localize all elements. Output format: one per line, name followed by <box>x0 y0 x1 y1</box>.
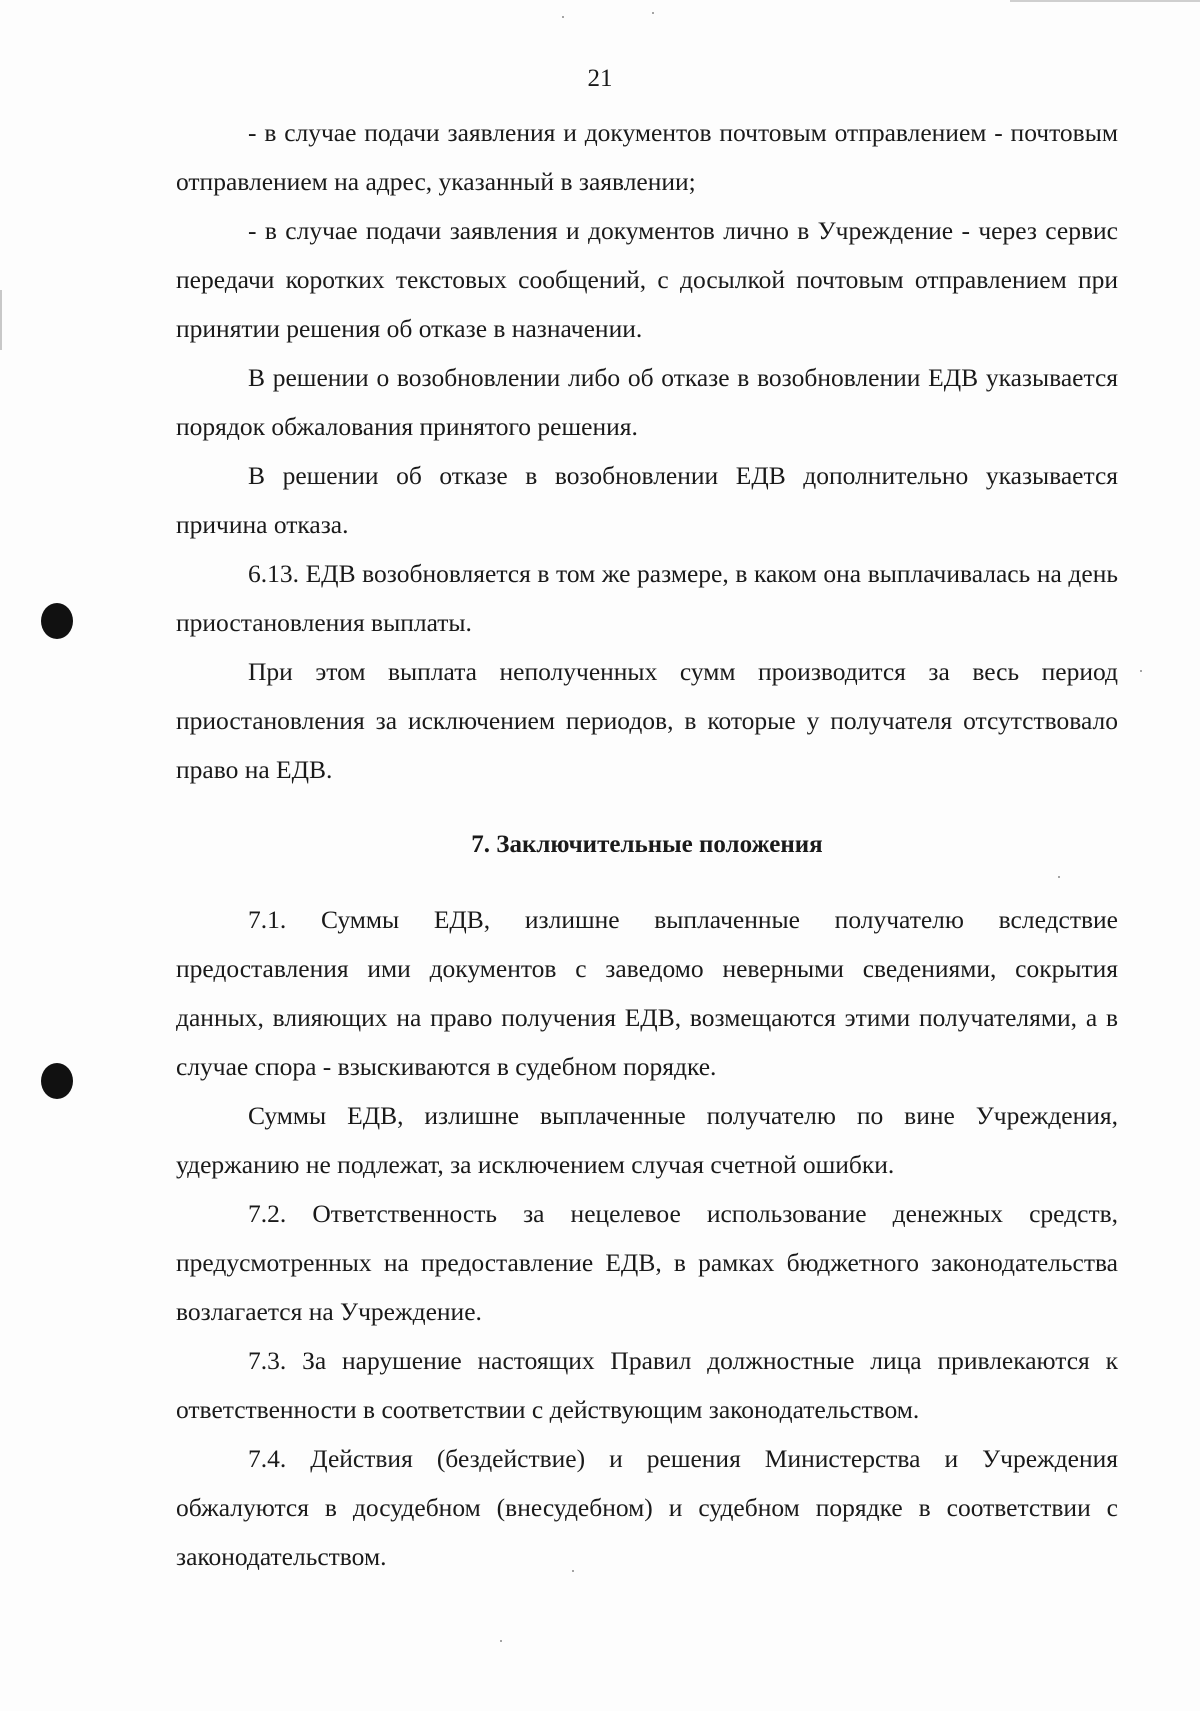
paragraph: 7.1. Суммы ЕДВ, излишне выплаченные получателю вследствие предоставления ими документов с заведомо неверными сведениями, сокрытия данных, влияющих на право получения ЕДВ, возмещаются этими получателями, а в случае спора - взыскиваются в судебном порядке. <box>176 905 1118 1081</box>
paragraph: - в случае подачи заявления и документов почтовым отправлением - почтовым отправлением на адрес, указанный в заявлении; <box>176 118 1118 196</box>
paragraph: 7.3. За нарушение настоящих Правил должностные лица привлекаются к ответственности в соответствии с действующим законодательством. <box>176 1346 1118 1424</box>
scan-speck <box>652 12 654 14</box>
page-number: 21 <box>587 65 613 92</box>
document-body <box>176 108 1118 1581</box>
paragraph: 7.4. Действия (бездействие) и решения Министерства и Учреждения обжалуются в досудебном (внесудебном) и судебном порядке в соответствии с законодательством. <box>176 1444 1118 1571</box>
paragraph: В решении об отказе в возобновлении ЕДВ дополнительно указывается причина отказа. <box>176 461 1118 539</box>
paragraph: При этом выплата неполученных сумм производится за весь период приостановления за исключением периодов, в которые у получателя отсутствовало право на ЕДВ. <box>176 657 1118 784</box>
scan-speck <box>1140 670 1142 672</box>
section-heading: 7. Заключительные положения <box>471 831 823 858</box>
paragraph: 6.13. ЕДВ возобновляется в том же размере, в каком она выплачивалась на день приостановления выплаты. <box>176 559 1118 637</box>
scan-margin-mark <box>0 290 2 350</box>
punch-hole <box>41 1063 73 1099</box>
scan-edge-mark <box>1010 0 1200 2</box>
paragraph: В решении о возобновлении либо об отказе в возобновлении ЕДВ указывается порядок обжалования принятого решения. <box>176 363 1118 441</box>
scan-speck <box>562 16 564 18</box>
punch-hole <box>41 603 73 639</box>
paragraph: - в случае подачи заявления и документов лично в Учреждение - через сервис передачи коротких текстовых сообщений, с досылкой почтовым отправлением при принятии решения об отказе в назначении. <box>176 216 1118 343</box>
paragraph: 7.2. Ответственность за нецелевое использование денежных средств, предусмотренных на предоставление ЕДВ, в рамках бюджетного законодательства возлагается на Учреждение. <box>176 1199 1118 1326</box>
scan-speck <box>500 1640 502 1642</box>
paragraph: Суммы ЕДВ, излишне выплаченные получателю по вине Учреждения, удержанию не подлежат, за исключением случая счетной ошибки. <box>176 1101 1118 1179</box>
